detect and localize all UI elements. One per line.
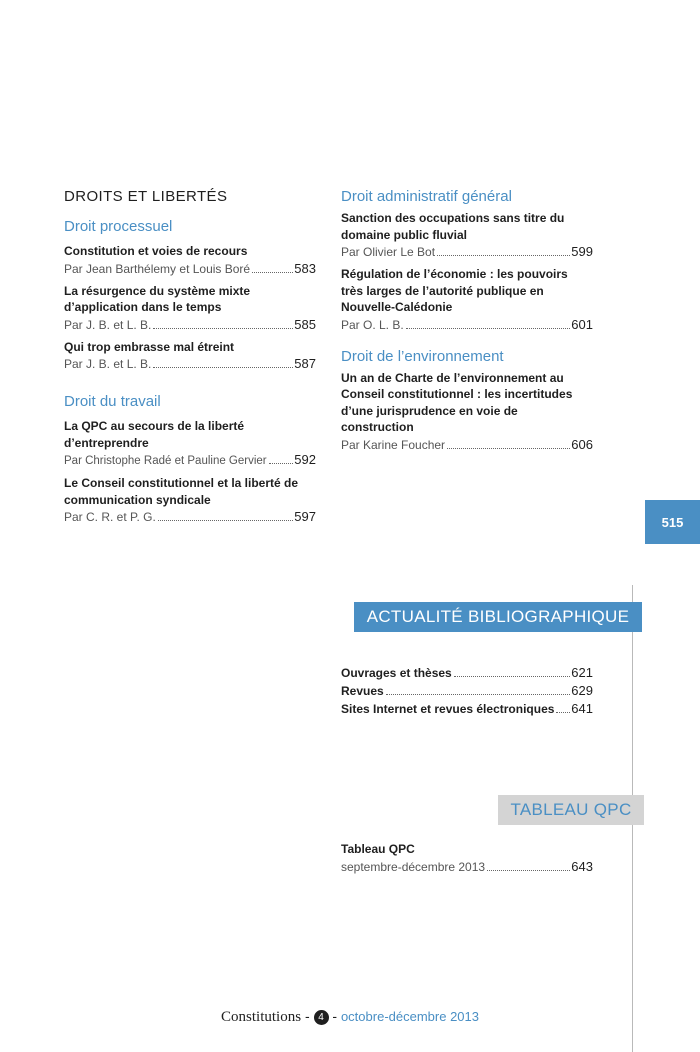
entry-label: Ouvrages et thèses [341, 666, 452, 680]
section-band-qpc: TABLEAU QPC [498, 795, 644, 825]
dot-leader [437, 255, 570, 256]
journal-name: Constitutions [221, 1009, 302, 1025]
dot-leader [153, 328, 293, 329]
toc-entry[interactable] [64, 283, 316, 334]
group-heading: Droit processuel [64, 218, 173, 235]
entry-author: Par Karine Foucher [341, 437, 446, 452]
section-band-bibliography: ACTUALITÉ BIBLIOGRAPHIQUE [354, 602, 642, 632]
dot-leader [447, 448, 570, 449]
entry-title: Régulation de l’économie : les pouvoirs très larges de l’autorité publique en Nouvelle-Calédonie [341, 267, 568, 314]
entry-subtitle: septembre-décembre 2013 [341, 860, 486, 874]
page-number: 629 [571, 683, 593, 698]
toc-entry[interactable] [341, 370, 593, 454]
dot-leader [487, 870, 570, 871]
page-number: 606 [571, 436, 593, 452]
toc-left-column [64, 187, 316, 531]
page-number: 599 [571, 244, 593, 259]
section-title: DROITS ET LIBERTÉS [64, 188, 228, 205]
toc-entry[interactable] [64, 475, 316, 526]
toc-entry[interactable] [341, 682, 593, 700]
page-number: 601 [571, 316, 593, 332]
bibliography-list [341, 664, 593, 718]
group-heading: Droit de l’environnement [341, 347, 504, 365]
issue-date: octobre-décembre 2013 [340, 1009, 479, 1024]
entry-author: Par J. B. et L. B. [64, 357, 152, 371]
entry-author: Par Christophe Radé et Pauline Gervier [64, 455, 267, 467]
entry-title: La résurgence du système mixte d’application dans le temps [64, 283, 251, 314]
group-heading: Droit administratif général [341, 188, 512, 205]
page-number: 583 [294, 260, 316, 276]
page-number: 597 [294, 509, 316, 524]
page-number: 585 [294, 316, 316, 332]
dot-leader [454, 676, 571, 677]
qpc-entry[interactable] [341, 841, 593, 876]
entry-title: Qui trop embrasse mal étreint [64, 339, 235, 354]
entry-title: Un an de Charte de l’environnement au Conseil constitutionnel : les incertitudes d’une jurisprudence en voie de construction [341, 370, 573, 434]
footer-separator: - [304, 1008, 310, 1024]
entry-author: Par Olivier Le Bot [341, 245, 436, 259]
toc-entry[interactable] [341, 266, 593, 334]
entry-author: Par J. B. et L. B. [64, 317, 152, 332]
page-number: 592 [294, 452, 316, 467]
dot-leader [252, 272, 293, 273]
entry-title: Tableau QPC [341, 842, 415, 856]
dot-leader [386, 694, 571, 695]
toc-entry[interactable] [341, 664, 593, 682]
toc-entry[interactable] [64, 339, 316, 374]
dot-leader [158, 520, 293, 521]
entry-title: Le Conseil constitutionnel et la liberté de communication syndicale [64, 476, 299, 507]
entry-label: Sites Internet et revues électroniques [341, 702, 555, 716]
dot-leader [269, 463, 294, 464]
entry-author: Par C. R. et P. G. [64, 510, 156, 524]
page-number: 641 [571, 701, 593, 716]
dot-leader [153, 367, 293, 368]
page-number: 643 [571, 859, 593, 874]
entry-title: La QPC au secours de la liberté d’entreprendre [64, 419, 245, 450]
toc-entry[interactable] [64, 243, 316, 278]
toc-right-column [341, 187, 593, 459]
entry-label: Revues [341, 684, 384, 698]
dot-leader [406, 328, 571, 329]
page-footer [0, 1008, 700, 1026]
group-heading: Droit du travail [64, 393, 161, 410]
dot-leader [556, 712, 570, 713]
entry-author: Par Jean Barthélemy et Louis Boré [64, 261, 251, 276]
entry-title: Sanction des occupations sans titre du domaine public fluvial [341, 211, 565, 242]
entry-title: Constitution et voies de recours [64, 244, 248, 258]
page-number-tab: 515 [645, 500, 700, 544]
page-number: 587 [294, 356, 316, 371]
page-number: 621 [571, 665, 593, 680]
issue-number-badge: 4 [314, 1010, 329, 1025]
toc-entry[interactable] [64, 418, 316, 470]
entry-author: Par O. L. B. [341, 317, 404, 332]
footer-separator: - [332, 1008, 338, 1024]
toc-entry[interactable] [341, 700, 593, 718]
toc-entry[interactable] [341, 210, 593, 261]
